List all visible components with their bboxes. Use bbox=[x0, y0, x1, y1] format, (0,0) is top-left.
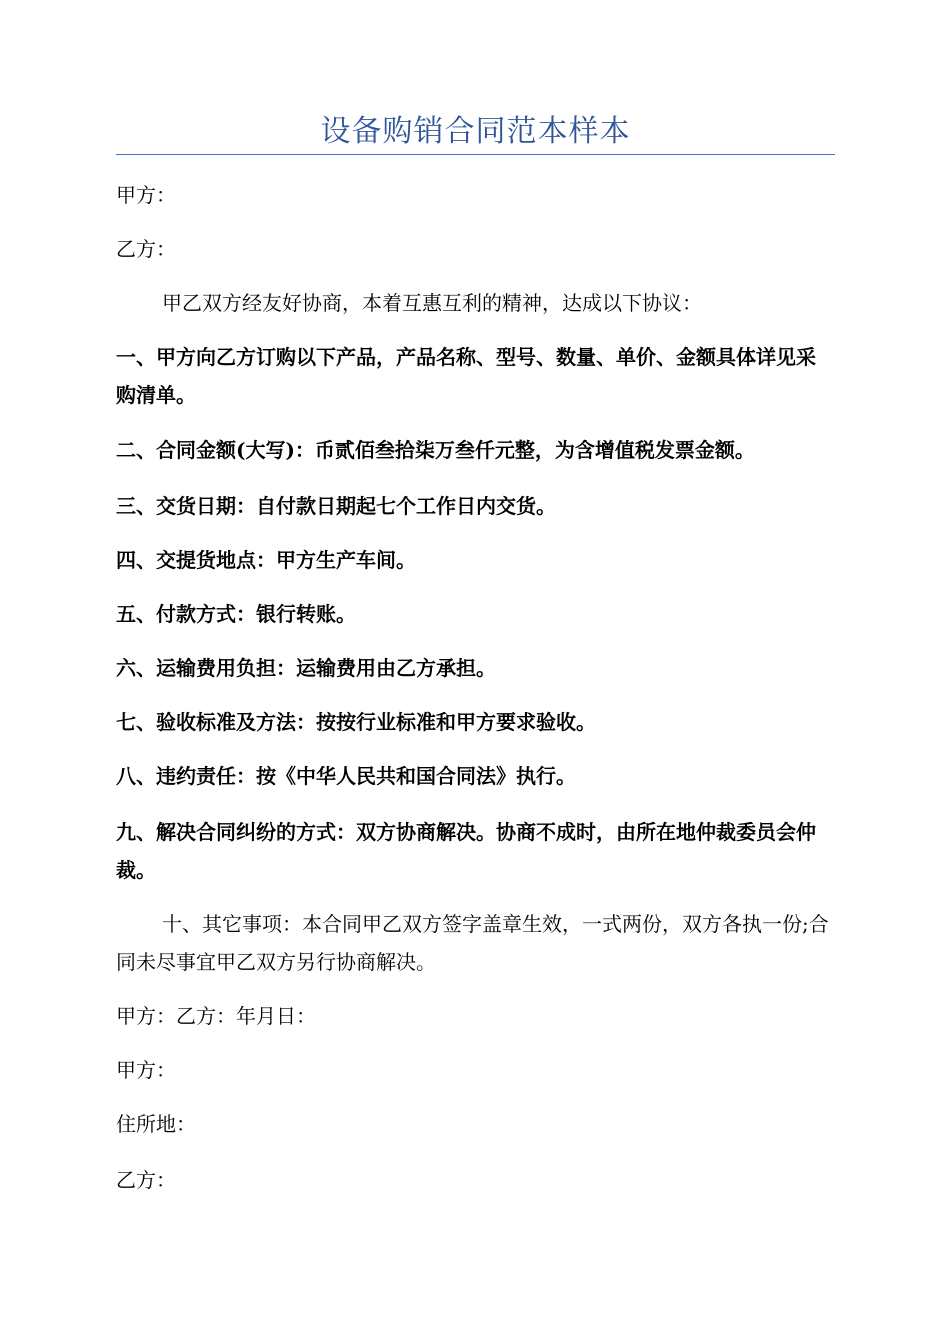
clause-4: 四、交提货地点：甲方生产车间。 bbox=[116, 548, 416, 572]
clause-5: 五、付款方式：银行转账。 bbox=[116, 602, 356, 626]
clause-10: 十、其它事项：本合同甲乙双方签字盖章生效，一式两份，双方各执一份;合同未尽事宜甲乙双方另行协商解决。 bbox=[116, 912, 829, 974]
title-underline bbox=[116, 154, 835, 155]
sign-party-a-label: 甲方： bbox=[116, 1058, 176, 1082]
address-label: 住所地： bbox=[116, 1112, 196, 1136]
clause-8: 八、违约责任：按《中华人民共和国合同法》执行。 bbox=[116, 764, 576, 788]
signature-line: 甲方：乙方：年月日： bbox=[116, 1004, 316, 1028]
intro-paragraph: 甲乙双方经友好协商，本着互惠互利的精神，达成以下协议： bbox=[162, 291, 702, 315]
clause-2: 二、合同金额(大写)：币贰佰叁拾柒万叁仟元整，为含增值税发票金额。 bbox=[116, 438, 755, 462]
clause-6: 六、运输费用负担：运输费用由乙方承担。 bbox=[116, 656, 496, 680]
clause-9: 九、解决合同纠纷的方式：双方协商解决。协商不成时，由所在地仲裁委员会仲裁。 bbox=[116, 820, 816, 882]
sign-party-b-label: 乙方： bbox=[116, 1168, 176, 1192]
party-b-label: 乙方： bbox=[116, 237, 176, 261]
document-title: 设备购销合同范本样本 bbox=[320, 114, 631, 149]
clause-3: 三、交货日期：自付款日期起七个工作日内交货。 bbox=[116, 494, 556, 518]
party-a-label: 甲方： bbox=[116, 183, 176, 207]
clause-7: 七、验收标准及方法：按按行业标准和甲方要求验收。 bbox=[116, 710, 596, 734]
clause-1: 一、甲方向乙方订购以下产品，产品名称、型号、数量、单价、金额具体详见采购清单。 bbox=[116, 345, 816, 407]
